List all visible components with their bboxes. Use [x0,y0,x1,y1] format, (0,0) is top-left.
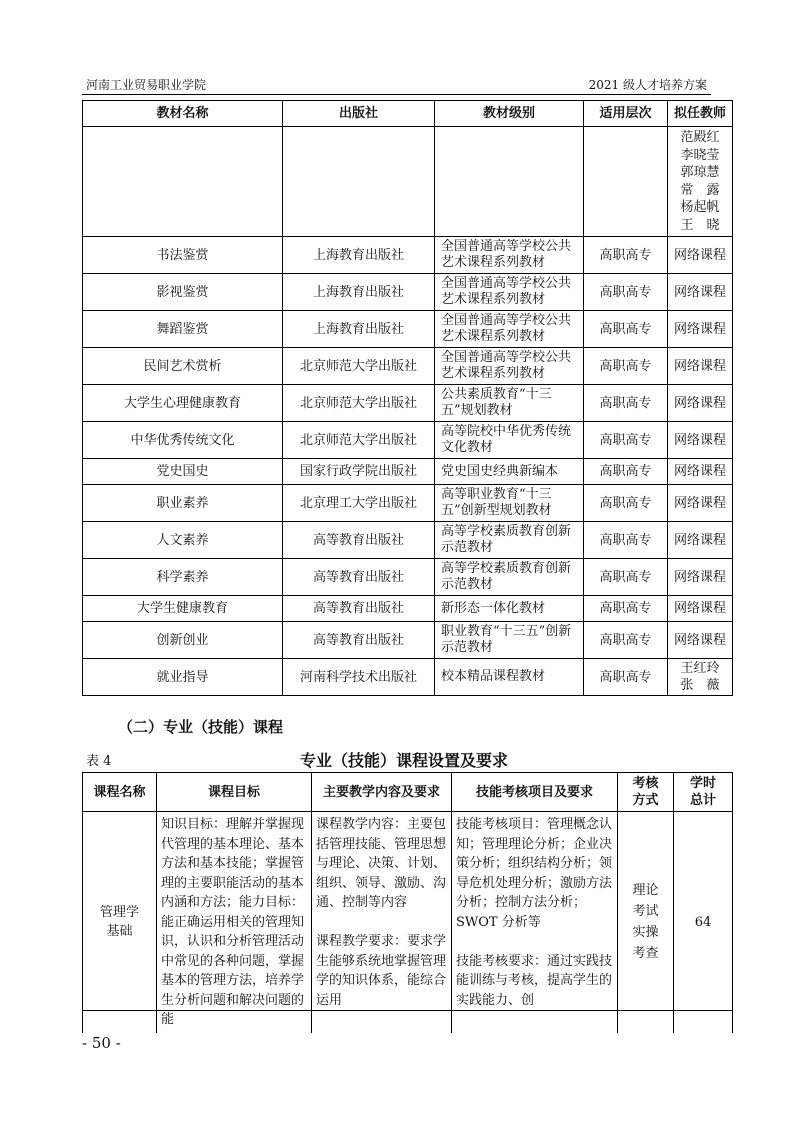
cell-teacher: 网络课程 [668,274,733,311]
cell-level: 全国普通高等学校公共艺术课程系列教材 [435,348,584,385]
cell-teacher: 网络课程 [668,596,733,622]
cell-publisher: 上海教育出版社 [283,237,435,274]
cell-publisher: 国家行政学院出版社 [283,459,435,485]
cell-name: 党史国史 [83,459,283,485]
cell-publisher: 北京理工大学出版社 [283,485,435,522]
cell-level: 高等职业教育“十三五”创新型规划教材 [435,485,584,522]
cell-scope: 高职高专 [584,348,668,385]
cell-publisher: 高等教育出版社 [283,622,435,659]
cell-publisher: 河南科学技术出版社 [283,659,435,696]
cell-level: 全国普通高等学校公共艺术课程系列教材 [435,311,584,348]
cell-level: 高等学校素质教育创新示范教材 [435,559,584,596]
cell-teacher: 网络课程 [668,311,733,348]
cell-publisher: 上海教育出版社 [283,311,435,348]
table-row [83,596,733,622]
cell-name: 舞蹈鉴赏 [83,311,283,348]
cell-publisher: 高等教育出版社 [283,522,435,559]
cell-name: 中华优秀传统文化 [83,422,283,459]
cell-teacher: 网络课程 [668,422,733,459]
table-label: 表 4 [86,754,112,769]
table-row [83,348,733,385]
course-content: 课程教学内容：主要包括管理技能、管理思想与理论、决策、计划、组织、领导、激励、沟通、控制等内容 课程教学要求：要求学生能够系统地掌握管理学的知识体系，能综合运用 [312,812,452,1033]
table-row [83,385,733,422]
cell-teacher: 网络课程 [668,385,733,422]
cell-name: 大学生健康教育 [83,596,283,622]
cell-scope: 高职高专 [584,385,668,422]
cell-name: 职业素养 [83,485,283,522]
col-header-scope: 适用层次 [584,101,668,127]
cell-teacher: 网络课程 [668,485,733,522]
col-header-teacher: 拟任教师 [668,101,733,127]
table-row [83,237,733,274]
cell-teacher: 网络课程 [668,622,733,659]
cell-scope: 高职高专 [584,274,668,311]
cell-name: 民间艺术赏析 [83,348,283,385]
teacher-list: 范殿红 李晓莹 郭琼慧 常 露 杨起帆 王 晓 [668,127,733,237]
cell-teacher: 网络课程 [668,459,733,485]
cell-teacher: 网络课程 [668,559,733,596]
cell-level: 校本精品课程教材 [435,659,584,696]
header-doc-title: 2021 级人才培养方案 [588,78,707,92]
col-header-course: 课程名称 [83,773,157,812]
cell-scope: 高职高专 [584,237,668,274]
course-name: 管理学 基础 [83,812,157,1033]
table-row [83,522,733,559]
textbook-table [82,100,733,696]
cell-name: 书法鉴赏 [83,237,283,274]
cell-teacher: 王红玲 张 薇 [668,659,733,696]
cell-scope: 高职高专 [584,311,668,348]
cell-name: 创新创业 [83,622,283,659]
col-header-publisher: 出版社 [283,101,435,127]
col-header-skills: 技能考核项目及要求 [452,773,618,812]
cell-scope: 高职高专 [584,559,668,596]
cell-level: 高等院校中华优秀传统文化教材 [435,422,584,459]
table-row [83,812,733,1033]
section-heading: （二）专业（技能）课程 [118,718,284,736]
cell-name: 科学素养 [83,559,283,596]
cell-scope: 高职高专 [584,485,668,522]
col-header-content: 主要教学内容及要求 [312,773,452,812]
page-header [82,74,711,95]
col-header-hours: 学时 总计 [674,773,733,812]
cell-level: 党史国史经典新编本 [435,459,584,485]
cell-publisher: 北京师范大学出版社 [283,348,435,385]
cell-publisher: 北京师范大学出版社 [283,422,435,459]
cell-scope: 高职高专 [584,522,668,559]
col-header-name: 教材名称 [83,101,283,127]
cell-name: 人文素养 [83,522,283,559]
cell-publisher: 上海教育出版社 [283,274,435,311]
table-row [83,459,733,485]
cell-scope: 高职高专 [584,459,668,485]
textbook-table-header [83,101,733,127]
course-table [82,772,733,1033]
course-skills: 技能考核项目：管理概念认知；管理理论分析；企业决策分析；组织结构分析；领导危机处理分析；激励方法分析；控制方法分析；SWOT 分析等 技能考核要求：通过实践技能训练与考核，提高学生的实践能力、创 [452,812,618,1033]
cell-teacher: 网络课程 [668,348,733,385]
cell-teacher: 网络课程 [668,522,733,559]
table-row [83,659,733,696]
course-table-header [83,773,733,812]
header-school: 河南工业贸易职业学院 [86,78,207,92]
table-row [83,274,733,311]
cell-level: 公共素质教育“十三五”规划教材 [435,385,584,422]
cell-scope: 高职高专 [584,659,668,696]
cell-name: 影视鉴赏 [83,274,283,311]
table-row [83,422,733,459]
cell-scope: 高职高专 [584,596,668,622]
cell-level: 高等学校素质教育创新示范教材 [435,522,584,559]
table-title: 专业（技能）课程设置及要求 [300,751,509,770]
course-goal: 知识目标：理解并掌握现代管理的基本理论、基本方法和基本技能；掌握管理的主要职能活动的基本内涵和方法；能力目标：能正确运用相关的管理知识，认识和分析管理活动中常见的各种问题，掌握基本的管理方法，培养学生分析问题和解决问题的能 [157,812,312,1033]
course-method: 理论 考试 实操 考查 [618,812,674,1033]
table-row [83,485,733,522]
cell-level: 全国普通高等学校公共艺术课程系列教材 [435,237,584,274]
cell-scope: 高职高专 [584,622,668,659]
cell-level: 职业教育“十三五”创新示范教材 [435,622,584,659]
course-hours: 64 [674,812,733,1033]
col-header-level: 教材级别 [435,101,584,127]
cell-name: 就业指导 [83,659,283,696]
cell-publisher: 北京师范大学出版社 [283,385,435,422]
table-row [83,311,733,348]
cell-name: 大学生心理健康教育 [83,385,283,422]
cell-publisher: 高等教育出版社 [283,559,435,596]
table-row [83,127,733,237]
cell-level: 新形态一体化教材 [435,596,584,622]
cell-publisher: 高等教育出版社 [283,596,435,622]
cell-level: 全国普通高等学校公共艺术课程系列教材 [435,274,584,311]
table-row [83,559,733,596]
cell-teacher: 网络课程 [668,237,733,274]
col-header-method: 考核 方式 [618,773,674,812]
bottom-rule [82,1010,732,1011]
page-number: - 50 - [82,1034,121,1052]
table-row [83,622,733,659]
cell-scope: 高职高专 [584,422,668,459]
col-header-goal: 课程目标 [157,773,312,812]
